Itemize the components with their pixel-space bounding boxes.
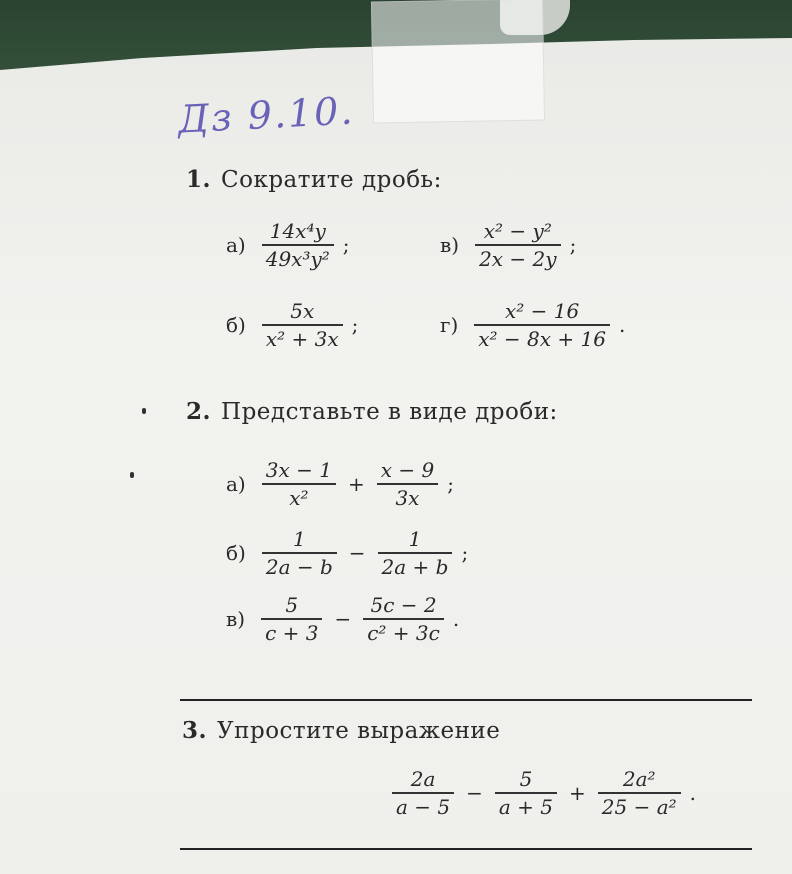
tape-strip xyxy=(371,0,545,123)
pen-mark xyxy=(142,408,146,414)
numerator: 14x⁴y xyxy=(269,219,326,243)
pen-mark xyxy=(130,472,134,478)
punctuation: ; xyxy=(569,232,577,257)
fraction xyxy=(475,218,561,272)
task1-item-v xyxy=(440,218,576,272)
handwritten-note: Дз 9.10. xyxy=(176,88,356,142)
item-label: г) xyxy=(440,312,459,337)
item-label: б) xyxy=(226,312,246,337)
numerator: x² − y² xyxy=(483,219,552,243)
numerator: 3x − 1 xyxy=(265,458,332,482)
numerator: 5 xyxy=(519,767,533,791)
denominator: a + 5 xyxy=(498,794,554,819)
operator: − xyxy=(466,780,483,805)
fraction xyxy=(495,766,557,820)
task2-item-v xyxy=(226,592,459,646)
task2-item-b xyxy=(226,526,468,580)
task3-expression xyxy=(386,766,696,820)
item-label: в) xyxy=(226,606,246,631)
numerator: 2a xyxy=(410,767,436,791)
item-label: б) xyxy=(226,540,246,565)
denominator: c² + 3c xyxy=(367,620,440,645)
punctuation: . xyxy=(689,780,697,805)
numerator: 5 xyxy=(285,593,299,617)
fraction xyxy=(261,592,322,646)
operator: + xyxy=(569,780,586,805)
denominator: 2a + b xyxy=(381,554,449,579)
task3-number: 3. xyxy=(182,717,208,744)
task3-title: Упростите выражение xyxy=(217,718,501,744)
denominator: 49x³y² xyxy=(265,246,330,271)
numerator: 5c − 2 xyxy=(370,593,437,617)
numerator: 5x xyxy=(290,299,315,323)
task1-item-a xyxy=(226,218,350,272)
punctuation: . xyxy=(452,606,460,631)
divider-line xyxy=(180,848,752,850)
punctuation: ; xyxy=(447,471,454,496)
item-label: а) xyxy=(226,232,246,257)
item-label: а) xyxy=(226,471,246,496)
task1-title: Сократите дробь: xyxy=(221,167,442,193)
fraction xyxy=(262,457,336,511)
denominator: 2x − 2y xyxy=(479,246,557,271)
operator: − xyxy=(348,540,366,565)
fraction xyxy=(363,592,444,646)
operator: + xyxy=(347,471,365,496)
task3-heading xyxy=(182,717,500,744)
task2-heading xyxy=(186,398,558,425)
task1-number: 1. xyxy=(186,166,212,193)
punctuation: . xyxy=(618,312,626,337)
fraction xyxy=(378,526,453,580)
fraction xyxy=(262,298,343,352)
item-label: в) xyxy=(440,232,460,257)
denominator: c + 3 xyxy=(265,620,319,645)
denominator: a − 5 xyxy=(396,794,451,819)
task2-title: Представьте в виде дроби: xyxy=(221,399,558,425)
operator: − xyxy=(334,606,352,631)
divider-line xyxy=(180,699,752,701)
task1-item-b xyxy=(226,298,358,352)
punctuation: ; xyxy=(342,232,350,257)
fraction xyxy=(262,526,337,580)
fraction xyxy=(392,766,454,820)
denominator: x² + 3x xyxy=(265,326,339,351)
task2-item-a xyxy=(226,457,454,511)
denominator: 2a − b xyxy=(265,554,333,579)
punctuation: ; xyxy=(461,540,469,565)
denominator: x² − 8x + 16 xyxy=(478,326,606,351)
task1-heading xyxy=(186,166,442,193)
denominator: x² xyxy=(289,485,309,510)
numerator: 1 xyxy=(408,527,422,551)
numerator: 2a² xyxy=(622,767,656,791)
task1-item-g xyxy=(440,298,625,352)
fraction xyxy=(377,457,438,511)
denominator: 25 − a² xyxy=(601,794,677,819)
numerator: x − 9 xyxy=(380,458,435,482)
numerator: 1 xyxy=(292,527,306,551)
fraction xyxy=(262,218,334,272)
fraction xyxy=(598,766,681,820)
punctuation: ; xyxy=(351,312,359,337)
fraction xyxy=(474,298,610,352)
numerator: x² − 16 xyxy=(505,299,580,323)
denominator: 3x xyxy=(395,485,420,510)
task2-number: 2. xyxy=(186,398,212,425)
